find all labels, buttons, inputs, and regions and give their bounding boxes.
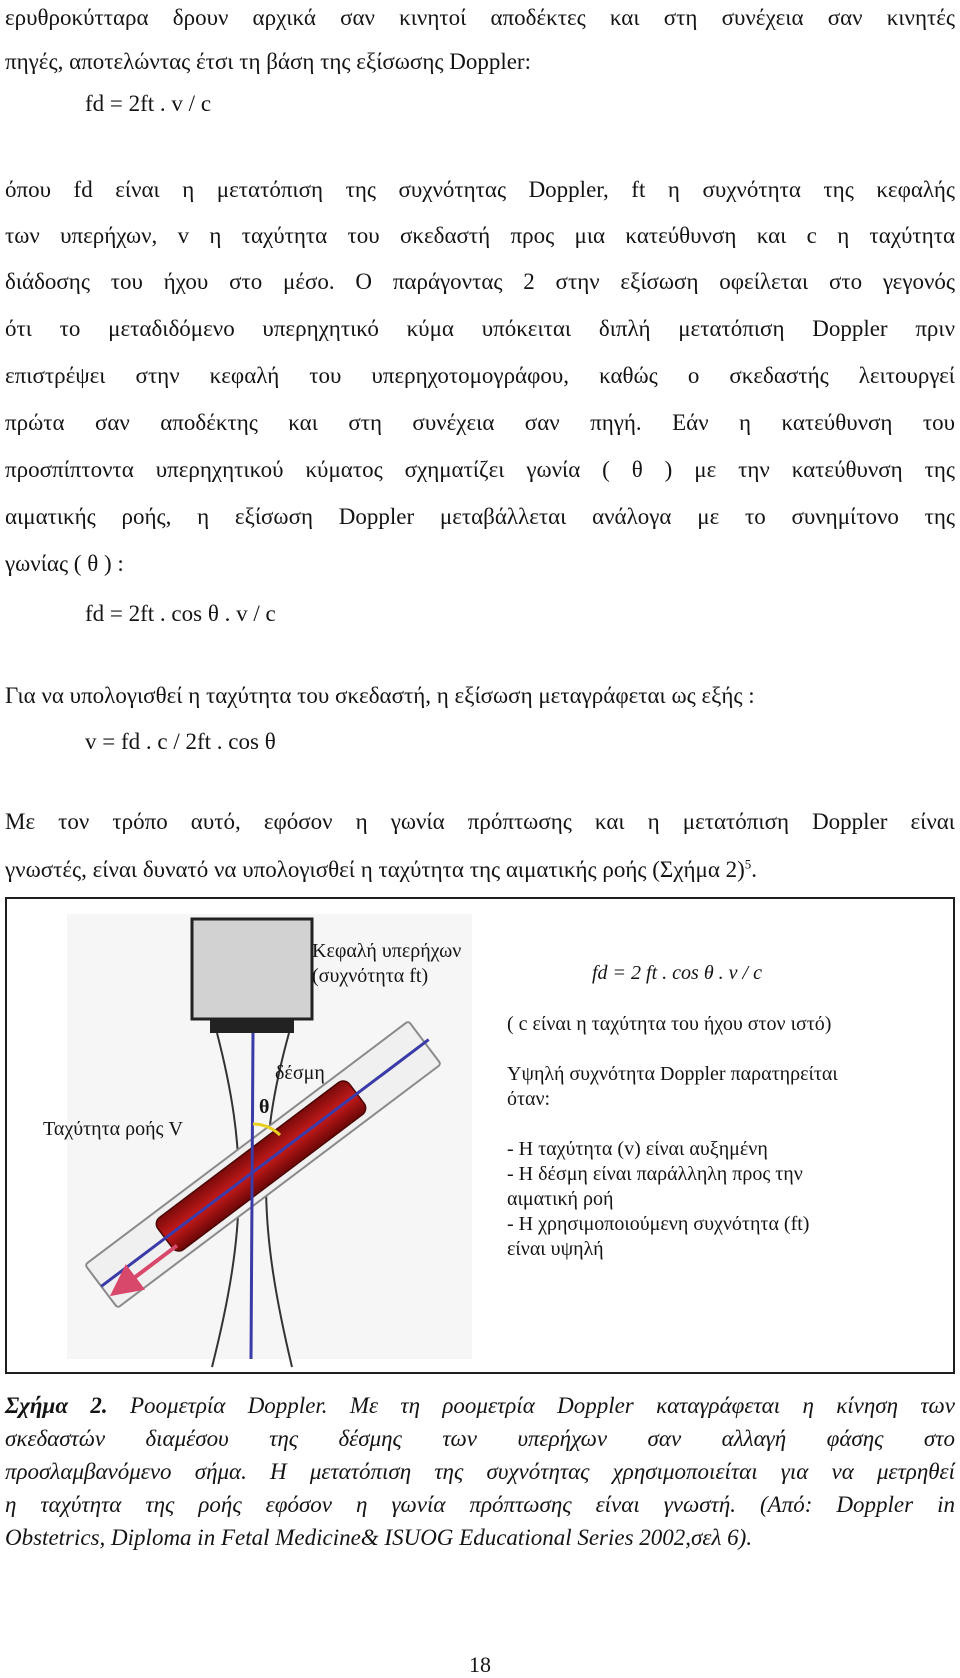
reference-superscript: 5 [744,856,752,872]
probe-box [192,919,312,1019]
high-doppler-heading-cont: όταν: [507,1088,551,1110]
condition-frequency-cont: είναι υψηλή [507,1238,604,1260]
flow-velocity-label: Ταχύτητα ροής V [43,1118,183,1140]
figure-formula: fd = 2 ft . cos θ . v / c [592,962,762,984]
equation-doppler: fd = 2ft . v / c [85,91,212,116]
equation-velocity: v = fd . c / 2ft . cos θ [85,729,276,754]
doppler-figure [5,897,955,1374]
beam-axis [251,1033,253,1359]
paragraph-line: Για να υπολογισθεί η ταχύτητα του σκεδαστή, η εξίσωση μεταγράφεται ως εξής : [5,683,755,708]
figure-caption-line: σκεδαστών διαμέσου της δέσμης των υπερήχων σαν αλλαγή φάσης στο [5,1426,955,1451]
beam-label: δέσμη [275,1062,325,1084]
probe-label: Κεφαλή υπερήχων [312,940,462,962]
paragraph-line: προσπίπτοντα υπερηχητικού κύματος σχηματίζει γωνία ( θ ) με την κατεύθυνση της [5,457,955,482]
paragraph-line: πηγές, αποτελώντας έτσι τη βάση της εξίσωσης Doppler: [5,49,531,74]
figure-caption-line: Obstetrics, Diploma in Fetal Medicine& ISUOG Educational Series 2002,σελ 6). [5,1525,753,1550]
probe-tip [210,1019,294,1033]
high-doppler-heading: Υψηλή συχνότητα Doppler παρατηρείται [507,1063,838,1085]
paragraph-line: ερυθροκύτταρα δρουν αρχικά σαν κινητοί αποδέκτες και στη συνέχεια σαν κινητές [5,5,955,30]
paragraph-line: γνωστές, είναι δυνατό να υπολογισθεί η ταχύτητα της αιματικής ροής (Σχήμα 2)$^5$. [5,856,758,882]
paragraph-line: αιματικής ροής, η εξίσωση Doppler μεταβάλλεται ανάλογα με το συνημίτονο της [5,504,955,529]
paragraph-line: επιστρέψει στην κεφαλή του υπερηχοτομογράφου, καθώς ο σκεδαστής λειτουργεί [5,363,955,388]
probe-frequency-label: (συχνότητα ft) [312,965,429,987]
paragraph-line: διάδοσης του ήχου στο μέσο. Ο παράγοντας 2 στην εξίσωση οφείλεται στο γεγονός [5,269,955,294]
equation-doppler-cos: fd = 2ft . cos θ . v / c [85,601,276,626]
figure-caption-line: Σχήμα 2. Ροομετρία Doppler. Με τη ροομετρία Doppler καταγράφεται η κίνηση των [5,1393,956,1418]
caption-label: Σχήμα 2. [5,1393,108,1418]
paragraph-line: όπου fd είναι η μετατόπιση της συχνότητας Doppler, ft η συχνότητα της κεφαλής [5,177,955,202]
figure-caption-line: η ταχύτητα της ροής εφόσον η γωνία πρόπτωσης είναι γνωστή. (Από: Doppler in [5,1492,955,1517]
condition-velocity: - Η ταχύτητα (v) είναι αυξημένη [507,1138,768,1160]
paragraph-line: των υπερήχων, v η ταχύτητα του σκεδαστή προς μια κατεύθυνση και c η ταχύτητα [5,223,955,248]
paragraph-line: γωνίας ( θ ) : [5,551,124,576]
paragraph-line: ότι το μεταδιδόμενο υπερηχητικό κύμα υπόκειται διπλή μετατόπιση Doppler πριν [5,316,955,341]
theta-label: θ [259,1096,270,1118]
paragraph-line: Με τον τρόπο αυτό, εφόσον η γωνία πρόπτωσης και η μετατόπιση Doppler είναι [5,809,955,834]
condition-frequency: - Η χρησιμοποιούμενη συχνότητα (ft) [507,1213,810,1235]
condition-parallel-cont: αιματική ροή [507,1188,614,1210]
page-number: 18 [469,1652,491,1677]
paragraph-line: πρώτα σαν αποδέκτης και στη συνέχεια σαν πηγή. Εάν η κατεύθυνση του [5,410,955,435]
figure-caption-line: προσλαμβανόμενο σήμα. Η μετατόπιση της συχνότητας χρησιμοποιείται για να μετρηθεί [5,1459,955,1484]
condition-parallel: - Η δέσμη είναι παράλληλη προς την [507,1163,803,1185]
speed-of-sound-note: ( c είναι η ταχύτητα του ήχου στον ιστό) [507,1013,832,1035]
